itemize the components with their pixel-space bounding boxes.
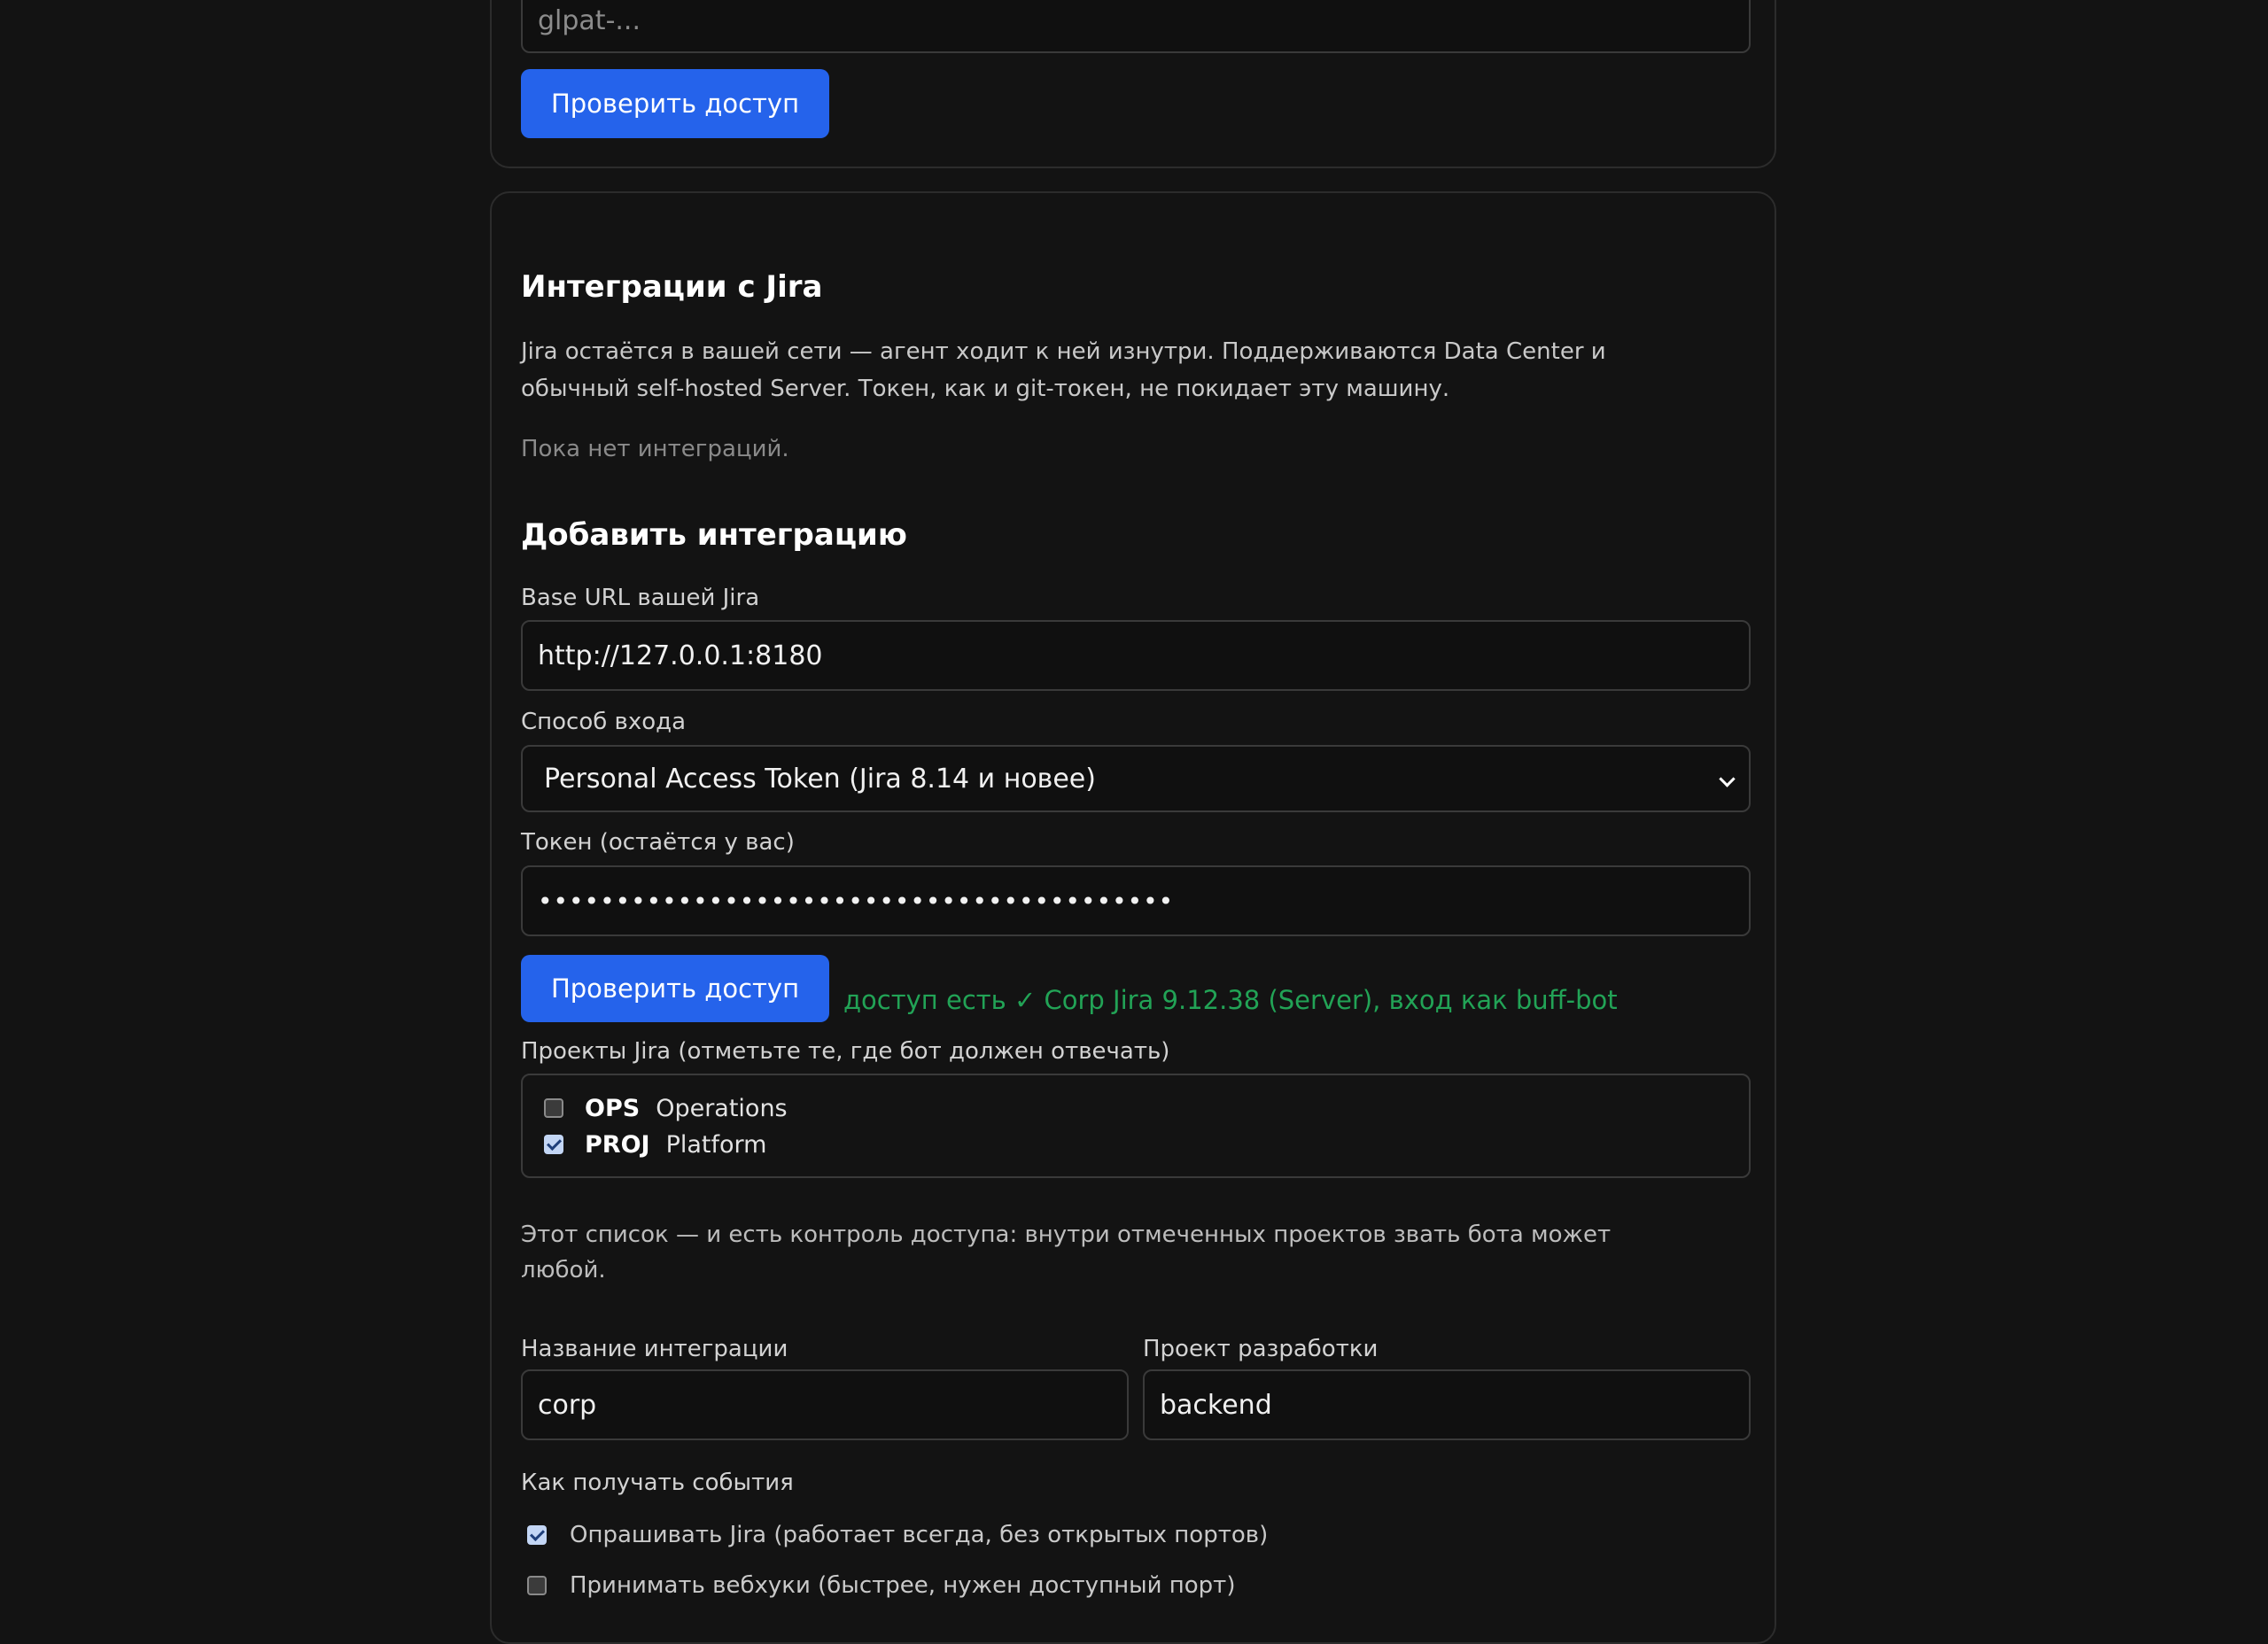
jira-check-access-button[interactable]: Проверить доступ — [521, 955, 829, 1022]
webhooks-option-label: Принимать вебхуки (быстрее, нужен доступный порт) — [570, 1572, 1236, 1599]
jira-description — [521, 333, 1606, 407]
jira-section-title: Интеграции с Jira — [521, 269, 823, 305]
polling-option-label: Опрашивать Jira (работает всегда, без открытых портов) — [570, 1522, 1269, 1548]
event-option-polling[interactable] — [527, 1522, 1268, 1548]
empty-integrations-text: Пока нет интеграций. — [521, 436, 789, 462]
base-url-input[interactable]: http://127.0.0.1:8180 — [521, 620, 1751, 691]
token-input[interactable]: ••••••••••••••••••••••••••••••••••••••••• — [521, 865, 1751, 936]
integration-name-label: Название интеграции — [521, 1336, 788, 1362]
access-control-note — [521, 1217, 1611, 1288]
projects-list — [521, 1074, 1751, 1178]
add-integration-title: Добавить интеграцию — [521, 517, 907, 553]
access-control-note-line1: Этот список — и есть контроль доступа: внутри отмеченных проектов звать бота может — [521, 1221, 1612, 1248]
polling-checkbox[interactable] — [527, 1525, 547, 1545]
git-token-card — [490, 0, 1776, 168]
base-url-label: Base URL вашей Jira — [521, 585, 760, 611]
auth-method-label: Способ входа — [521, 709, 687, 735]
project-name: Operations — [656, 1094, 788, 1122]
project-item-ops[interactable] — [544, 1095, 788, 1121]
token-label: Токен (остаётся у вас) — [521, 829, 795, 856]
jira-description-line1: Jira остаётся в вашей сети — агент ходит к ней изнутри. Поддерживаются Data Center и — [521, 338, 1606, 365]
integration-name-input[interactable]: corp — [521, 1369, 1129, 1440]
jira-description-line2: обычный self-hosted Server. Токен, как и git-токен, не покидает эту машину. — [521, 376, 1450, 402]
access-control-note-line2: любой. — [521, 1257, 606, 1283]
dev-project-input[interactable]: backend — [1143, 1369, 1751, 1440]
project-key: PROJ — [585, 1130, 650, 1159]
project-checkbox-ops[interactable] — [544, 1098, 563, 1118]
project-item-proj[interactable] — [544, 1131, 766, 1158]
project-name: Platform — [665, 1130, 767, 1159]
events-label: Как получать события — [521, 1470, 794, 1496]
event-option-webhooks[interactable] — [527, 1572, 1235, 1599]
auth-method-value: Personal Access Token (Jira 8.14 и новее) — [544, 763, 1096, 795]
git-token-input[interactable]: glpat-... — [521, 0, 1751, 53]
auth-method-select[interactable] — [521, 745, 1751, 812]
dev-project-label: Проект разработки — [1143, 1336, 1379, 1362]
access-status-text: доступ есть ✓ Corp Jira 9.12.38 (Server), вход как buff-bot — [843, 985, 1618, 1015]
git-check-access-button[interactable]: Проверить доступ — [521, 69, 829, 138]
webhooks-checkbox[interactable] — [527, 1576, 547, 1595]
jira-integrations-card — [490, 191, 1776, 1644]
projects-label: Проекты Jira (отметьте те, где бот должен отвечать) — [521, 1038, 1170, 1065]
chevron-down-icon — [1719, 771, 1735, 787]
project-checkbox-proj[interactable] — [544, 1135, 563, 1154]
project-key: OPS — [585, 1094, 641, 1122]
